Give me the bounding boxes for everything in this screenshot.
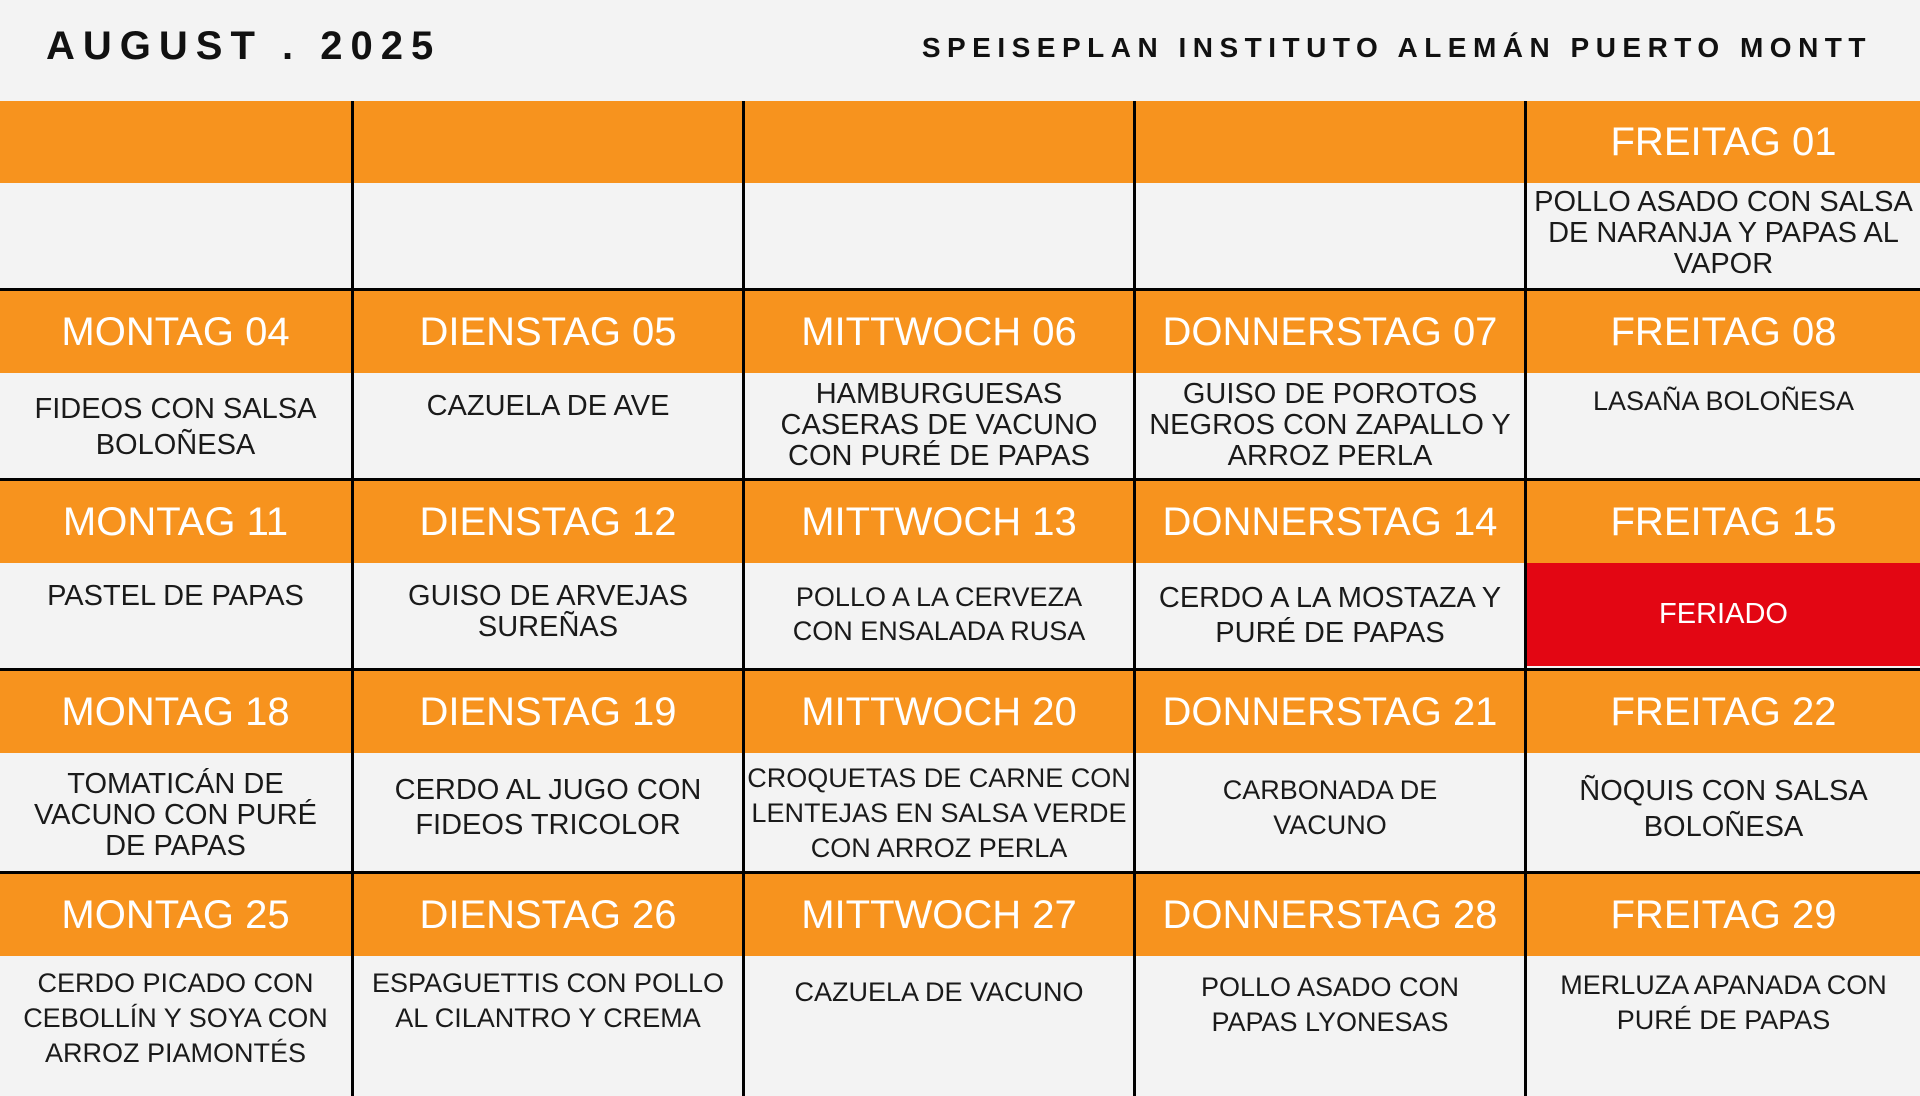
meal-text: CERDO PICADO CON CEBOLLÍN Y SOYA CON ARROZ PIAMONTÉS bbox=[23, 968, 328, 1069]
meal-text: MERLUZA APANADA CON PURÉ DE PAPAS bbox=[1560, 970, 1887, 1036]
day-cell bbox=[354, 291, 745, 481]
meal-text: CERDO AL JUGO CON FIDEOS TRICOLOR bbox=[394, 774, 702, 842]
day-cell bbox=[0, 481, 354, 671]
day-header bbox=[745, 101, 1133, 183]
day-header: MITTWOCH 20 bbox=[745, 671, 1133, 753]
day-header: MONTAG 18 bbox=[0, 671, 351, 753]
meal-text: LASAÑA BOLOÑESA bbox=[1592, 386, 1855, 416]
day-cell bbox=[0, 671, 354, 874]
day-cell bbox=[1527, 874, 1920, 1096]
page-header bbox=[0, 0, 1920, 101]
menu-title: SPEISEPLAN INSTITUTO ALEMÁN PUERTO MONTT bbox=[921, 32, 1872, 63]
month-title: AUGUST . 2025 bbox=[46, 24, 442, 68]
day-header bbox=[354, 101, 742, 183]
day-header bbox=[1136, 101, 1524, 183]
day-cell bbox=[745, 291, 1136, 481]
meal-text: CAZUELA DE AVE bbox=[426, 390, 670, 422]
day-cell bbox=[354, 874, 745, 1096]
meal-text: CAZUELA DE VACUNO bbox=[794, 977, 1084, 1007]
day-header: FREITAG 22 bbox=[1527, 671, 1920, 753]
meal-text: CARBONADA DE VACUNO bbox=[1222, 775, 1438, 841]
day-header: DIENSTAG 05 bbox=[354, 291, 742, 373]
day-header: MONTAG 25 bbox=[0, 874, 351, 956]
day-cell bbox=[0, 874, 354, 1096]
meal-text bbox=[745, 183, 1133, 288]
day-header: DONNERSTAG 07 bbox=[1136, 291, 1524, 373]
day-header: DONNERSTAG 14 bbox=[1136, 481, 1524, 563]
day-cell bbox=[1527, 481, 1920, 671]
meal-text: POLLO A LA CERVEZA CON ENSALADA RUSA bbox=[792, 582, 1086, 646]
day-header: FREITAG 01 bbox=[1527, 101, 1920, 183]
day-cell bbox=[745, 874, 1136, 1096]
day-cell bbox=[1136, 671, 1527, 874]
day-cell bbox=[1136, 481, 1527, 671]
day-header: FREITAG 15 bbox=[1527, 481, 1920, 563]
day-cell bbox=[354, 671, 745, 874]
meal-text: PASTEL DE PAPAS bbox=[47, 580, 304, 612]
day-cell bbox=[1527, 291, 1920, 481]
day-header: FREITAG 08 bbox=[1527, 291, 1920, 373]
meal-text: GUISO DE ARVEJAS SUREÑAS bbox=[408, 580, 688, 644]
meal-text bbox=[1136, 183, 1524, 288]
day-cell bbox=[0, 101, 354, 291]
day-cell bbox=[354, 101, 745, 291]
day-cell bbox=[1136, 874, 1527, 1096]
day-header: DIENSTAG 26 bbox=[354, 874, 742, 956]
day-header: DIENSTAG 12 bbox=[354, 481, 742, 563]
day-header: MITTWOCH 06 bbox=[745, 291, 1133, 373]
meal-text: CERDO A LA MOSTAZA Y PURÉ DE PAPAS bbox=[1158, 582, 1502, 649]
meal-text: TOMATICÁN DE VACUNO CON PURÉ DE PAPAS bbox=[33, 768, 318, 863]
meal-text: POLLO ASADO CON PAPAS LYONESAS bbox=[1200, 972, 1460, 1038]
day-cell bbox=[745, 101, 1136, 291]
day-header bbox=[0, 101, 351, 183]
day-header: MONTAG 11 bbox=[0, 481, 351, 563]
meal-text: POLLO ASADO CON SALSA DE NARANJA Y PAPAS AL VAPOR bbox=[1534, 186, 1913, 281]
day-cell bbox=[1136, 291, 1527, 481]
meal-text: FIDEOS CON SALSA BOLOÑESA bbox=[34, 393, 317, 462]
day-cell bbox=[1527, 101, 1920, 291]
day-cell bbox=[1527, 671, 1920, 874]
holiday-label: FERIADO bbox=[1527, 563, 1920, 666]
day-cell bbox=[0, 291, 354, 481]
meal-text: HAMBURGUESAS CASERAS DE VACUNO CON PURÉ DE PAPAS bbox=[780, 378, 1098, 473]
day-cell bbox=[745, 481, 1136, 671]
day-cell bbox=[745, 671, 1136, 874]
meal-text: GUISO DE POROTOS NEGROS CON ZAPALLO Y ARROZ PERLA bbox=[1149, 378, 1511, 473]
day-header: DONNERSTAG 28 bbox=[1136, 874, 1524, 956]
day-header: MONTAG 04 bbox=[0, 291, 351, 373]
meal-text bbox=[0, 183, 351, 288]
day-header: DIENSTAG 19 bbox=[354, 671, 742, 753]
day-header: DONNERSTAG 21 bbox=[1136, 671, 1524, 753]
meal-text: ESPAGUETTIS CON POLLO AL CILANTRO Y CREMA bbox=[371, 968, 725, 1034]
meal-calendar-grid bbox=[0, 101, 1920, 1096]
meal-text bbox=[354, 183, 742, 288]
meal-text: ÑOQUIS CON SALSA BOLOÑESA bbox=[1579, 775, 1868, 844]
day-cell bbox=[1136, 101, 1527, 291]
day-header: MITTWOCH 27 bbox=[745, 874, 1133, 956]
day-header: MITTWOCH 13 bbox=[745, 481, 1133, 563]
meal-text: CROQUETAS DE CARNE CON LENTEJAS EN SALSA VERDE CON ARROZ PERLA bbox=[747, 763, 1131, 864]
day-header: FREITAG 29 bbox=[1527, 874, 1920, 956]
day-cell bbox=[354, 481, 745, 671]
